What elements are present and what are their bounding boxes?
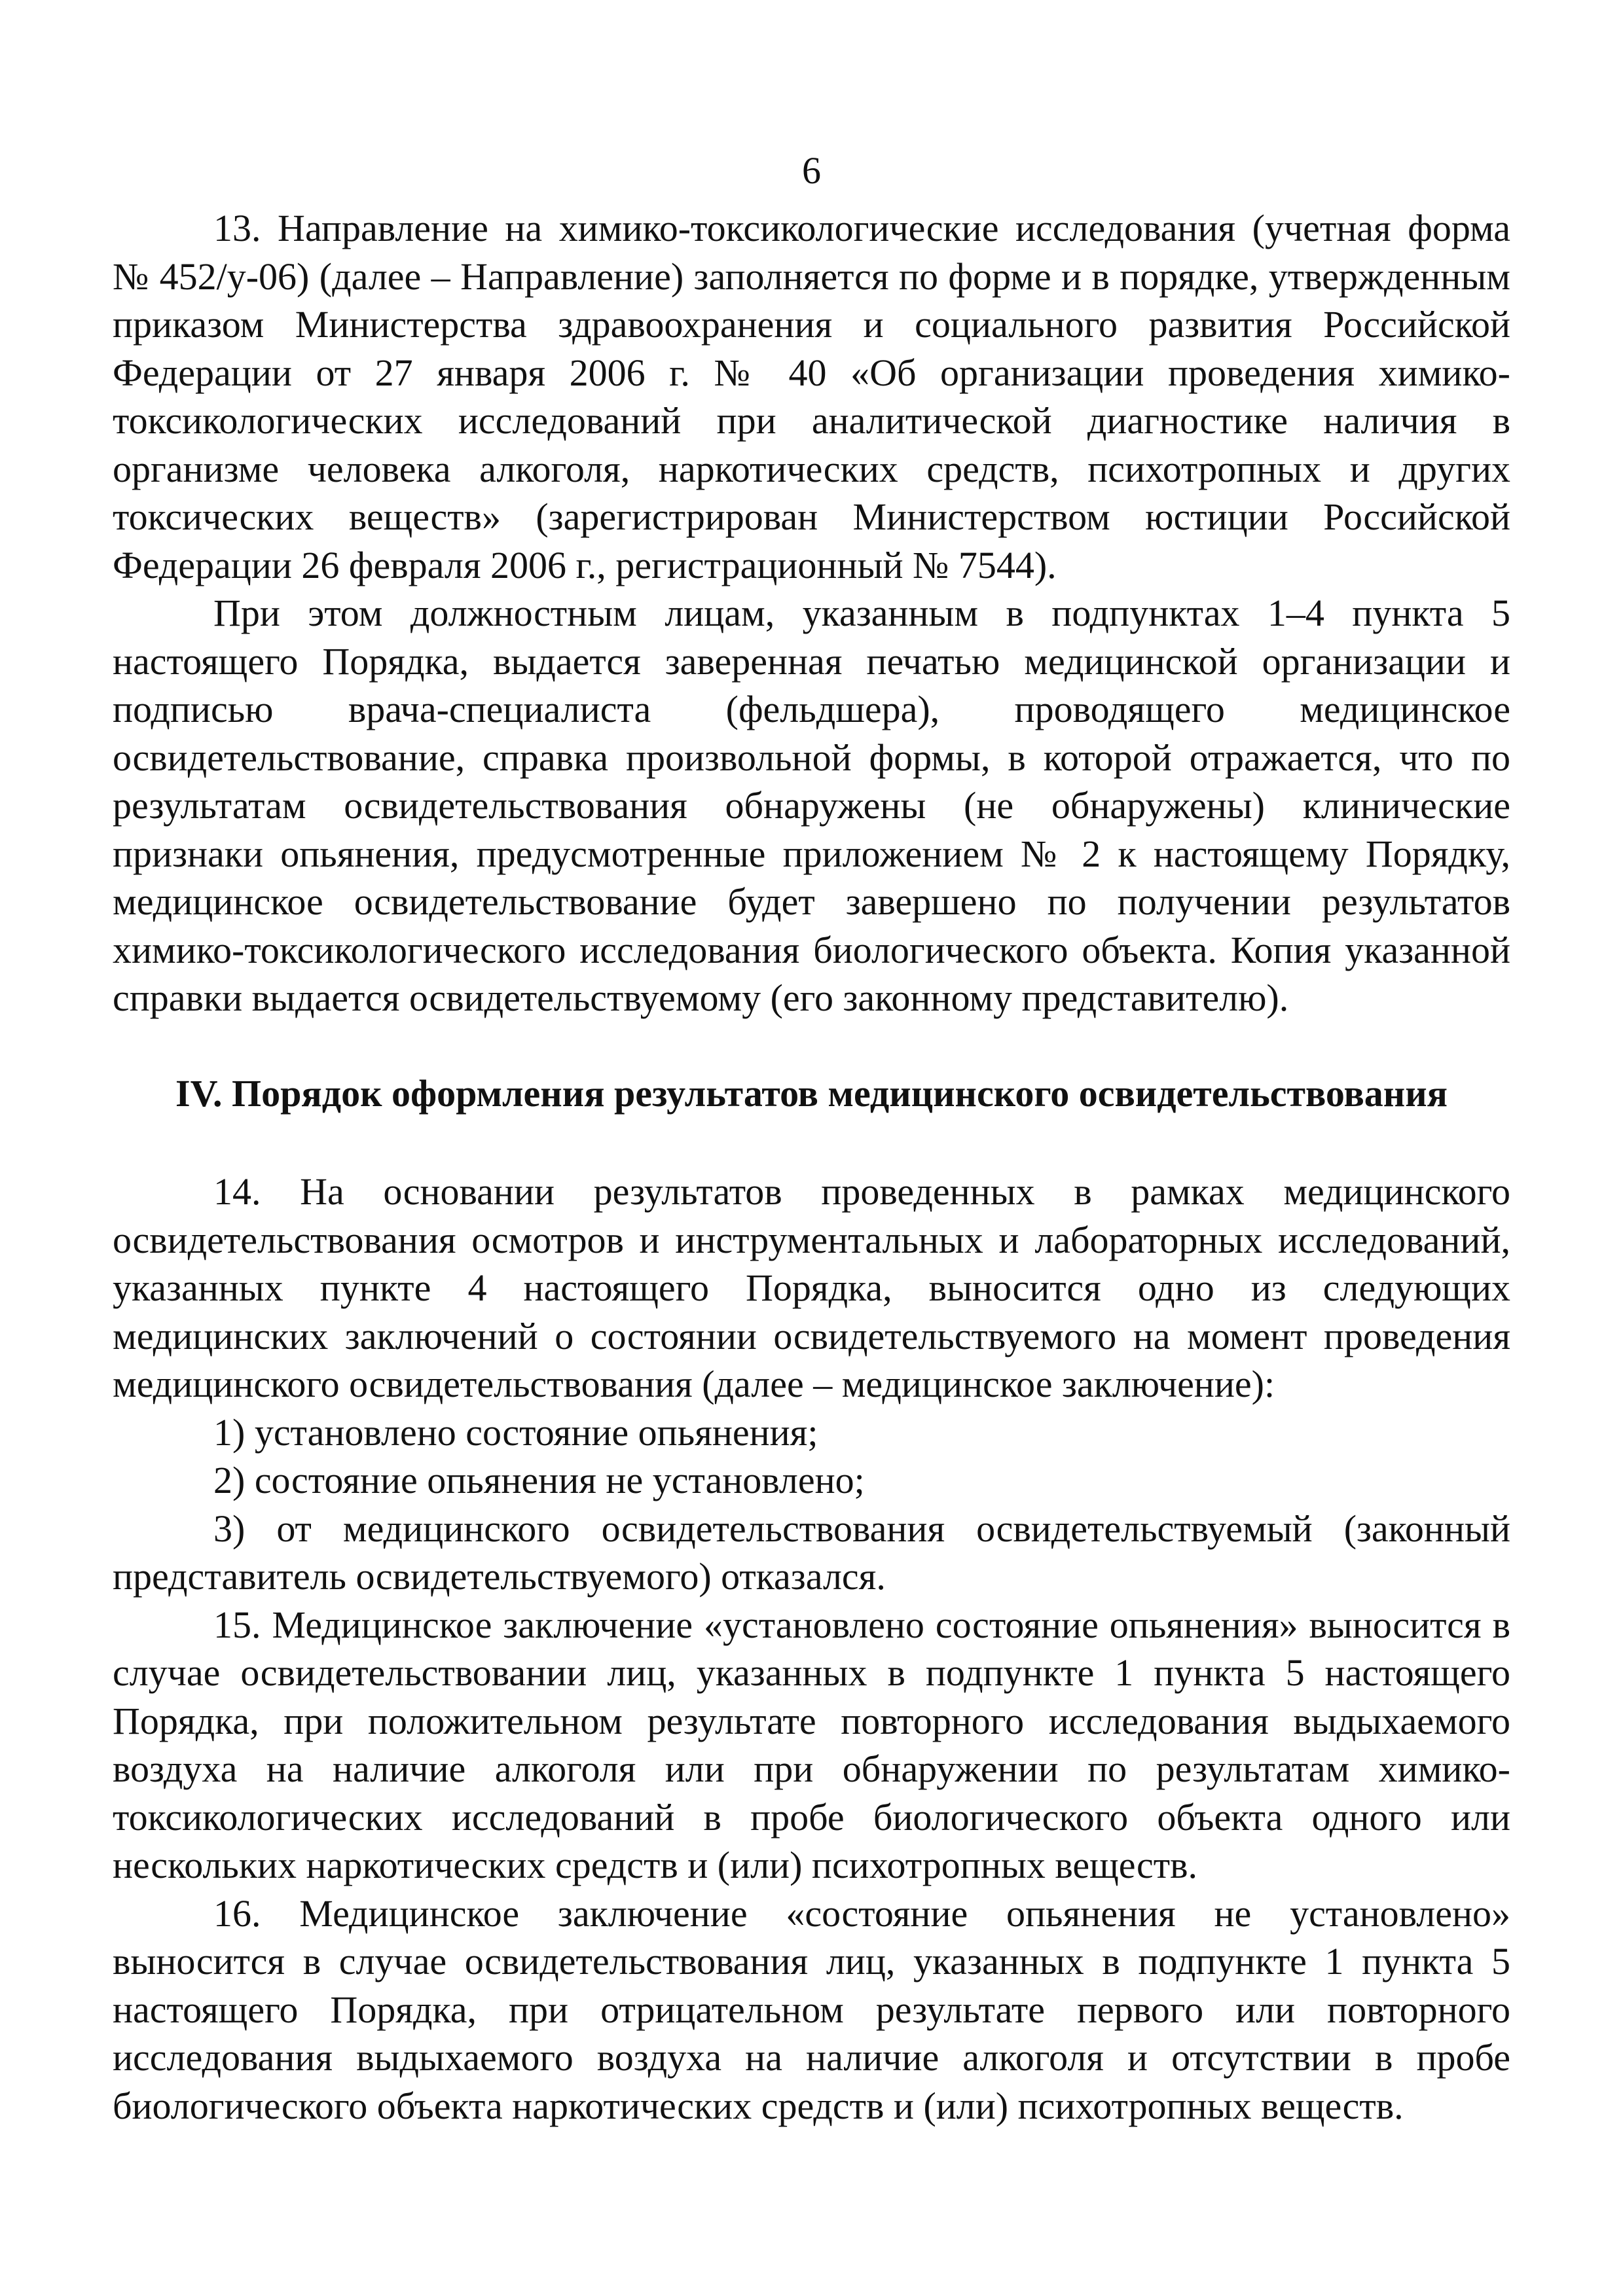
page-number: 6 — [802, 149, 821, 192]
list-item-1: 1) установлено состояние опьянения; — [213, 1410, 818, 1454]
list-item-3: 3) от медицинского освидетельствования освидетельствуемый (законный представитель освидетельствуемого) отказался. — [113, 1507, 1510, 1598]
paragraph-13-continuation: При этом должностным лицам, указанным в подпунктах 1–4 пункта 5 настоящего Порядка, выдается заверенная печатью медицинской организации и подписью врача-специалиста (фельдшера), проводящего медицинское освидетельствование, справка произвольной формы, в которой отражается, что по результатам освидетельствования обнаружены (не обнаружены) клинические признаки опьянения, предусмотренные приложением № 2 к настоящему Порядку, медицинское освидетельствование будет завершено по получении результатов химико-токсикологического исследования биологического объекта. Копия указанной справки выдается освидетельствуемому (его законному представителю). — [113, 592, 1510, 1019]
paragraph-13: 13. Направление на химико-токсикологические исследования (учетная форма № 452/у-06) (далее – Направление) заполняется по форме и в порядке, утвержденным приказом Министерства здравоохранения и социального развития Российской Федерации от 27 января 2006 г. № 40 «Об организации проведения химико-токсикологических исследований при аналитической диагностике наличия в организме человека алкоголя, наркотических средств, психотропных и других токсических веществ» (зарегистрирован Министерством юстиции Российской Федерации 26 февраля 2006 г., регистрационный № 7544). — [113, 207, 1510, 586]
document-body — [113, 204, 1510, 2130]
paragraph-15: 15. Медицинское заключение «установлено состояние опьянения» выносится в случае освидетельствовании лиц, указанных в подпункте 1 пункта 5 настоящего Порядка, при положительном результате повторного исследования выдыхаемого воздуха на наличие алкоголя или при обнаружении по результатам химико-токсикологических исследований в пробе биологического объекта одного или нескольких наркотических средств и (или) психотропных веществ. — [113, 1603, 1510, 1886]
paragraph-14: 14. На основании результатов проведенных в рамках медицинского освидетельствования осмотров и инструментальных и лабораторных исследований, указанных пункте 4 настоящего Порядка, выносится одно из следующих медицинских заключений о состоянии освидетельствуемого на момент проведения медицинского освидетельствования (далее – медицинское заключение): — [113, 1170, 1510, 1405]
list-item-2: 2) состояние опьянения не установлено; — [213, 1459, 865, 1501]
paragraph-16: 16. Медицинское заключение «состояние опьянения не установлено» выносится в случае освидетельствования лиц, указанных в подпункте 1 пункта 5 настоящего Порядка, при отрицательном результате первого или повторного исследования выдыхаемого воздуха на наличие алкоголя и отсутствии в пробе биологического объекта наркотических средств и (или) психотропных веществ. — [113, 1892, 1510, 2127]
section-heading: IV. Порядок оформления результатов медицинского освидетельствования — [175, 1071, 1448, 1115]
